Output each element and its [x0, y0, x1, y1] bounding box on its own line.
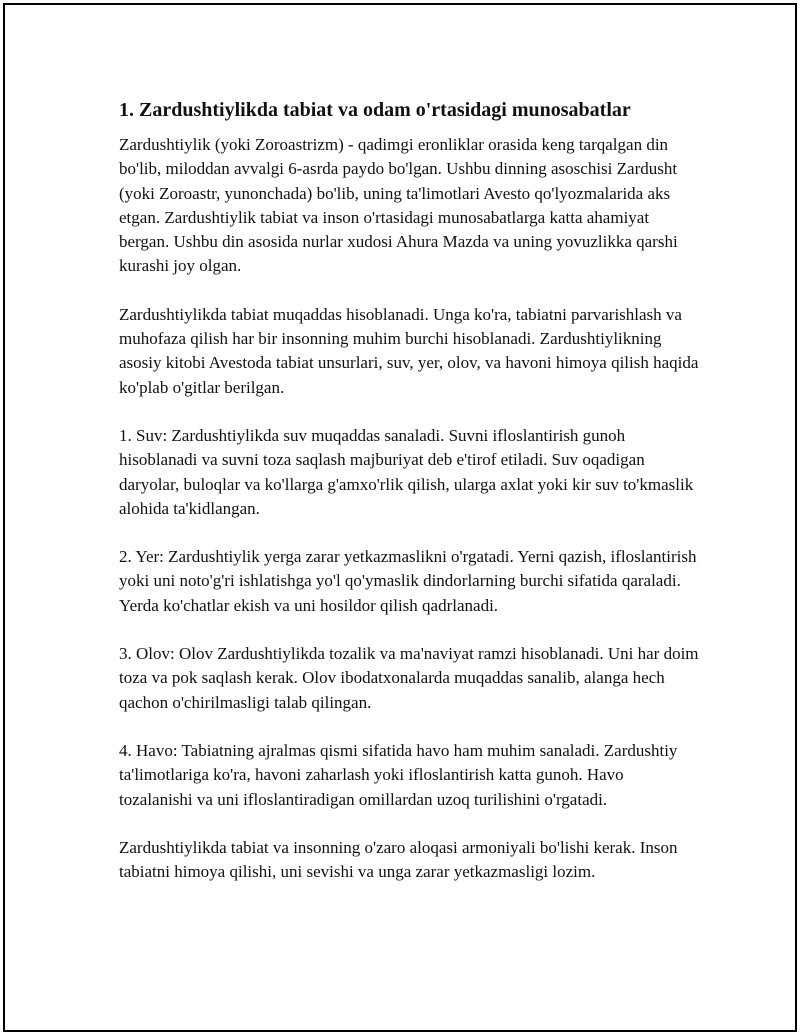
paragraph-intro: Zardushtiylik (yoki Zoroastrizm) - qadimgi eronliklar orasida keng tarqalgan din bo'lib, miloddan avvalgi 6-asrda paydo bo'lgan. Ushbu dinning asoschisi Zardusht (yoki Zoroastr, yunonchada) bo'lib, uning ta'limotlari Avesto qo'lyozmalarida aks etgan. Zardushtiylik tabiat va inson o'rtasidagi munosabatlarga katta ahamiyat bergan. Ushbu din asosida nurlar xudosi Ahura Mazda va uning yovuzlikka qarshi kurashi joy olgan.	[119, 135, 678, 276]
paragraph-conclusion: Zardushtiylikda tabiat va insonning o'zaro aloqasi armoniyali bo'lishi kerak. Inson tabiatni himoya qilishi, uni sevishi va unga zarar yetkazmasligi lozim.	[119, 837, 678, 882]
paragraph-nature-sacred: Zardushtiylikda tabiat muqaddas hisoblanadi. Unga ko'ra, tabiatni parvarishlash va muhofaza qilish har bir insonning muhim burchi hisoblanadi. Zardushtiylikning asosiy kitobi Avestoda tabiat unsurlari, suv, yer, olov, va havoni himoya qilish haqida ko'plab o'gitlar berilgan.	[119, 304, 699, 397]
paragraph-air: 4. Havo: Tabiatning ajralmas qismi sifatida havo ham muhim sanaladi. Zardushtiy ta'limotlariga ko'ra, havoni zaharlash yoki ifloslantirish katta gunoh. Havo tozalanishi va uni ifloslantiradigan omillardan uzoq turilishini o'rgatadi.	[119, 740, 678, 809]
document-body	[119, 97, 699, 908]
section-heading: 1. Zardushtiylikda tabiat va odam o'rtasidagi munosabatlar	[119, 99, 631, 121]
paragraph-water: 1. Suv: Zardushtiylikda suv muqaddas sanaladi. Suvni ifloslantirish gunoh hisoblanadi va suvni toza saqlash majburiyat deb e'tirof etiladi. Suv oqadigan daryolar, buloqlar va ko'llarga g'amxo'rlik qilish, ularga axlat yoki kir suv to'kmaslik alohida ta'kidlangan.	[119, 425, 694, 518]
paragraph-earth: 2. Yer: Zardushtiylik yerga zarar yetkazmaslikni o'rgatadi. Yerni qazish, ifloslantirish yoki uni noto'g'ri ishlatishga yo'l qo'ymaslik dindorlarning burchi sifatida qaraladi. Yerda ko'chatlar ekish va uni hosildor qilish qadrlanadi.	[119, 547, 697, 615]
paragraph-fire: 3. Olov: Olov Zardushtiylikda tozalik va ma'naviyat ramzi hisoblanadi. Uni har doim toza va pok saqlash kerak. Olov ibodatxonalarda muqaddas sanalib, alanga hech qachon o'chirilmasligi talab qilingan.	[119, 644, 699, 712]
document-page	[3, 3, 797, 1032]
